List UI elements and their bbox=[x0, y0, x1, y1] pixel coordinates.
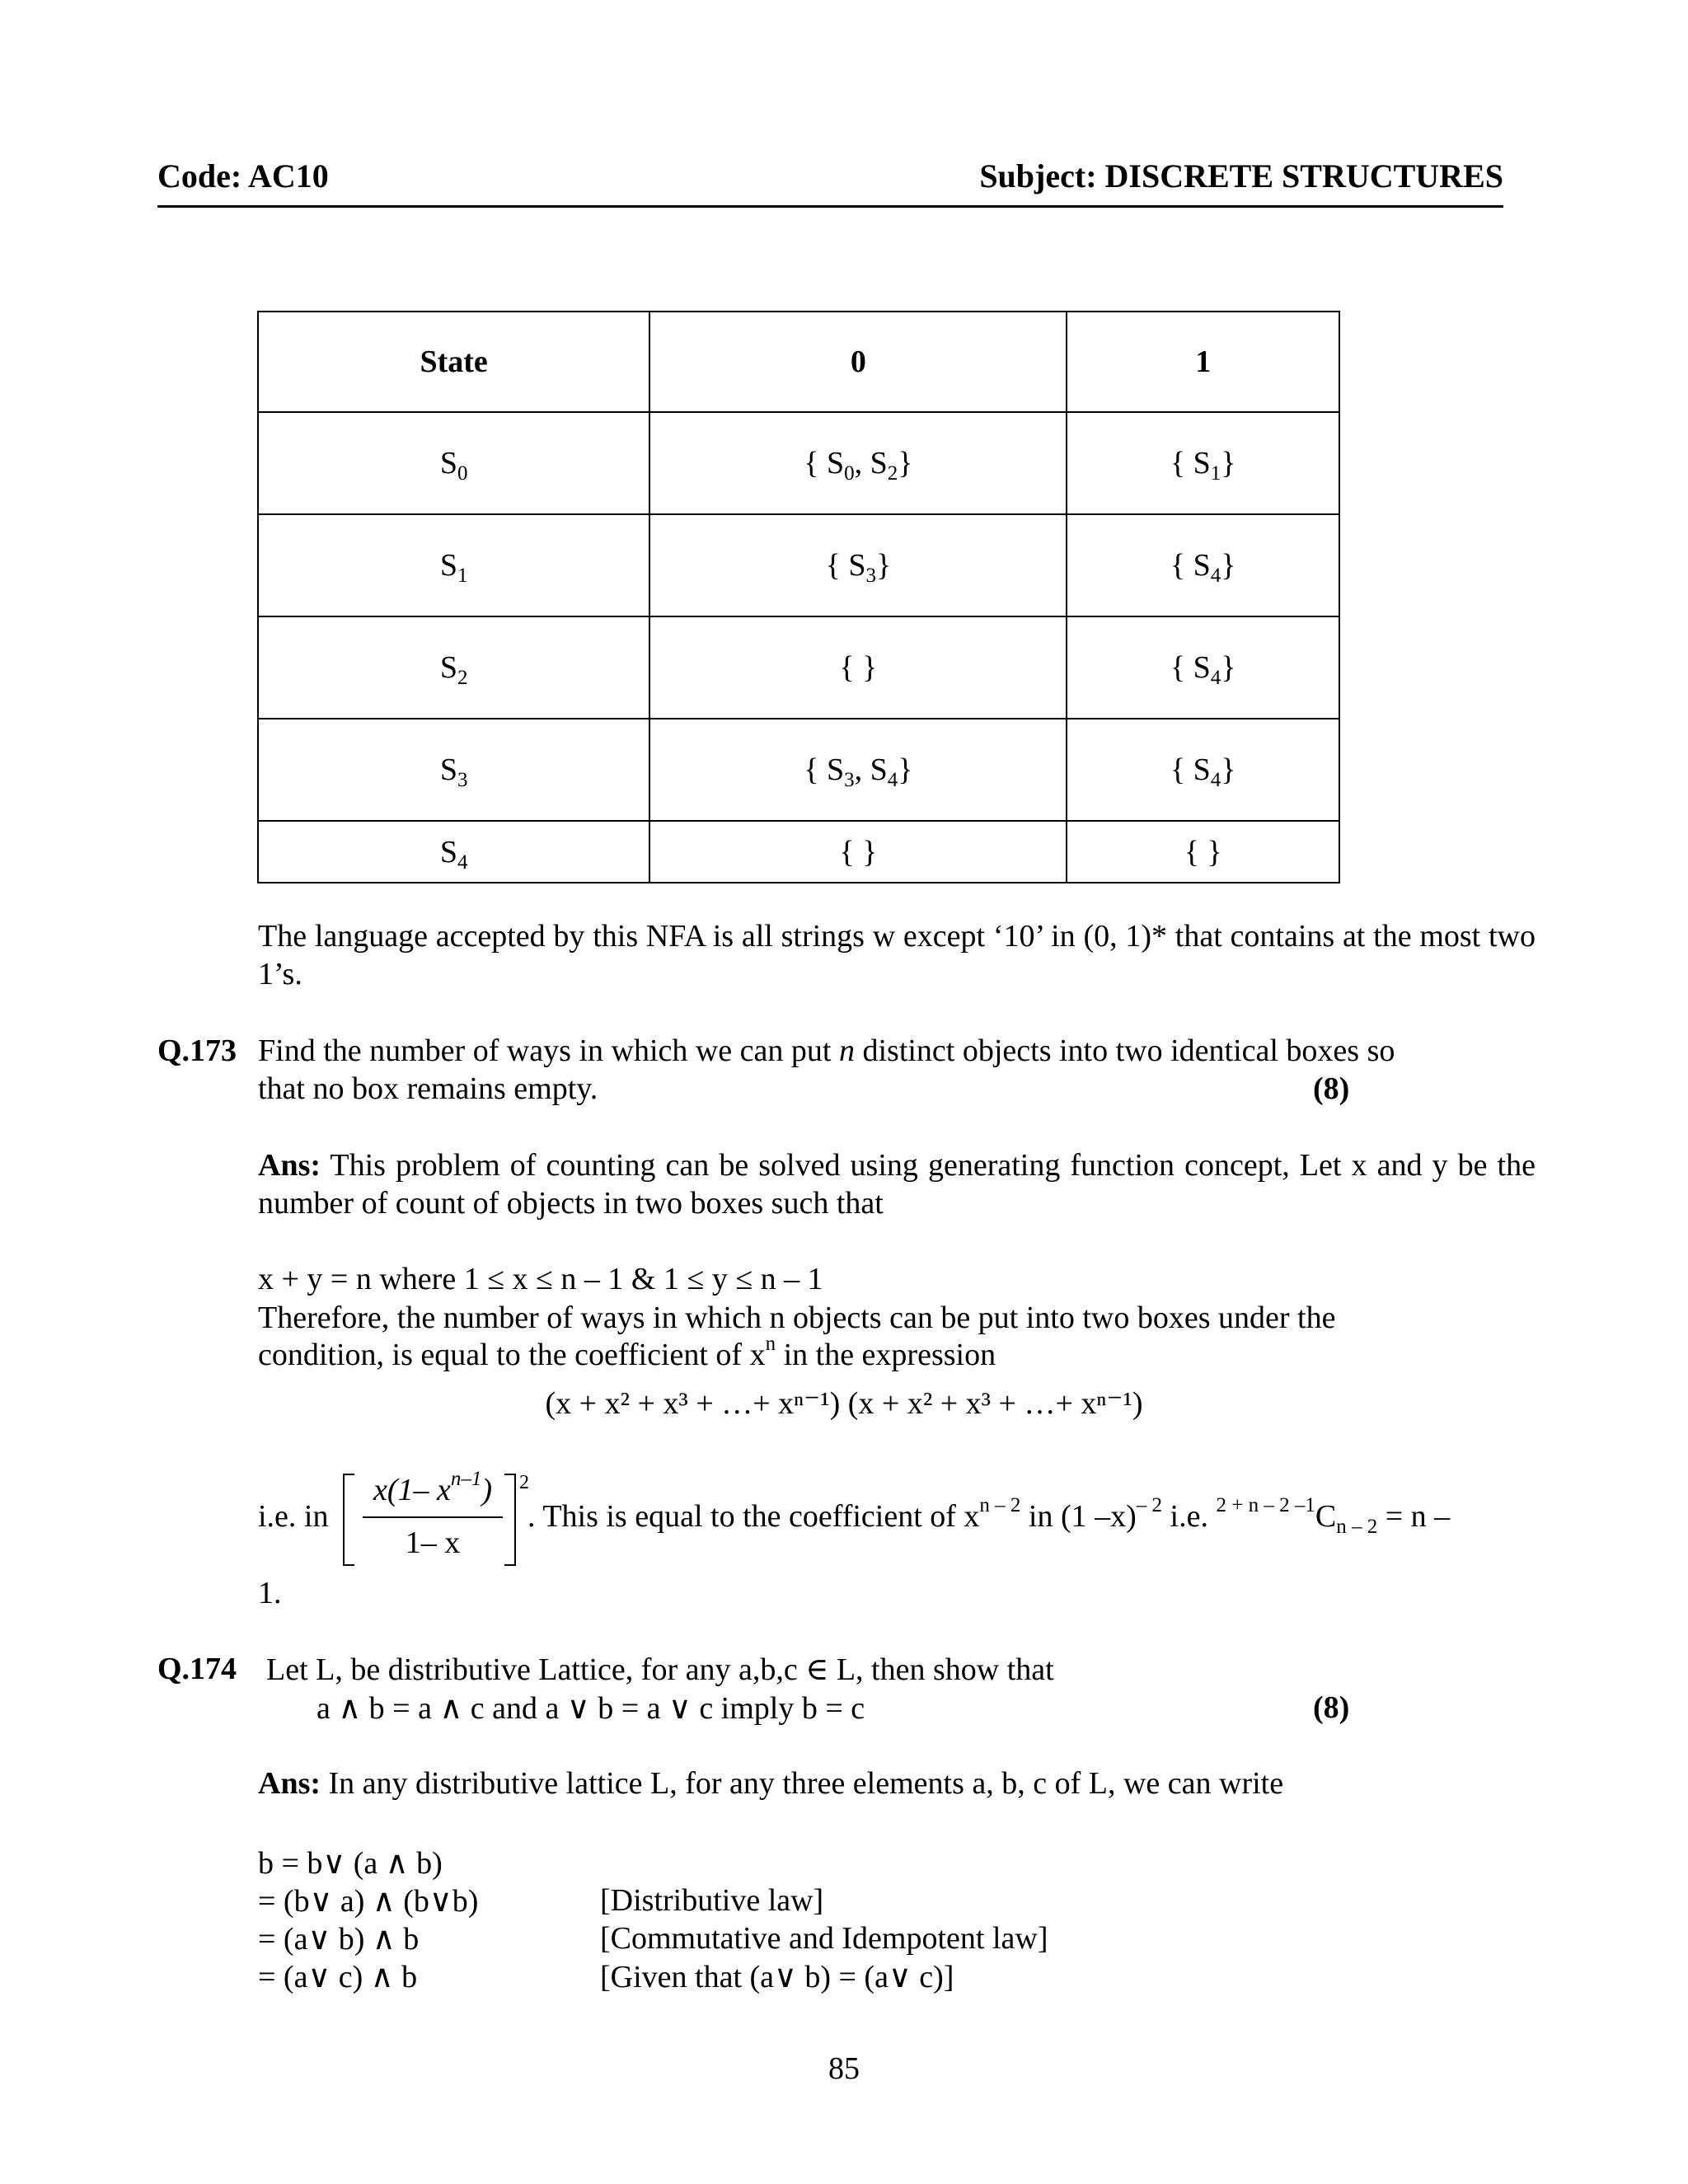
transition-text: { } bbox=[1184, 834, 1222, 869]
transition-subscript: 0 bbox=[844, 462, 855, 485]
transition-subscript: 4 bbox=[1210, 565, 1221, 587]
state-subscript: 4 bbox=[457, 851, 468, 874]
question-173-line2: that no box remains empty. bbox=[258, 1071, 598, 1106]
transition-text: } bbox=[898, 752, 913, 787]
proof-step-expression: = (b∨ a) ∧ (b∨b) bbox=[258, 1884, 479, 1919]
proof-step-reason: [Distributive law] bbox=[600, 1883, 824, 1918]
answer-173-tail: 1. bbox=[258, 1576, 282, 1610]
transition-text: { } bbox=[839, 650, 878, 685]
transition-on-1-cell bbox=[1067, 514, 1339, 616]
condition-text-b: in the expression bbox=[776, 1338, 996, 1372]
transition-subscript: 2 bbox=[887, 462, 898, 485]
transition-text: } bbox=[875, 548, 892, 583]
coef-sub: n – 2 bbox=[1336, 1516, 1378, 1538]
table-row bbox=[258, 412, 1339, 514]
answer-173-label: Ans: bbox=[258, 1148, 321, 1183]
page-number: 85 bbox=[828, 2051, 860, 2086]
condition-sup: n bbox=[765, 1333, 776, 1355]
transition-subscript: 4 bbox=[1210, 667, 1221, 689]
question-173-text-b: distinct objects into two identical boxes so bbox=[854, 1033, 1395, 1068]
transition-on-1-cell bbox=[1067, 821, 1339, 883]
header-rule bbox=[157, 205, 1503, 208]
coef-text-c: i.e. bbox=[1162, 1499, 1217, 1534]
fraction-numerator-close: ) bbox=[481, 1473, 493, 1507]
state-name: S bbox=[439, 650, 457, 685]
proof-step-expression: = (a∨ c) ∧ b bbox=[258, 1960, 418, 1994]
coefficient-line bbox=[528, 1494, 1451, 1538]
transition-text: { S bbox=[804, 446, 845, 480]
transition-text: { } bbox=[839, 834, 878, 869]
question-173-marks: (8) bbox=[1313, 1071, 1350, 1106]
transition-text: , S bbox=[854, 446, 888, 480]
nfa-transition-table bbox=[257, 311, 1340, 883]
question-174-line2: a ∧ b = a ∧ c and a ∨ b = a ∨ c imply b = c bbox=[316, 1691, 865, 1726]
table-row bbox=[258, 821, 1339, 883]
answer-173-paragraph bbox=[258, 1146, 1536, 1222]
transition-text: { S bbox=[1170, 548, 1211, 583]
transition-text: { S bbox=[804, 752, 845, 787]
transition-subscript: 4 bbox=[1210, 769, 1221, 791]
transition-on-0-cell bbox=[649, 412, 1067, 514]
state-name: S bbox=[439, 752, 457, 787]
question-174-marks: (8) bbox=[1313, 1690, 1350, 1725]
transition-text: { S bbox=[1170, 446, 1211, 480]
column-header-state: State bbox=[258, 312, 649, 412]
generating-expression: (x + x² + x³ + …+ xⁿ⁻¹) (x + x² + x³ + …+ xⁿ⁻¹) bbox=[545, 1386, 1143, 1421]
condition-text-a: condition, is equal to the coefficient of x bbox=[258, 1338, 766, 1372]
state-name: S bbox=[439, 834, 457, 869]
transition-subscript: 3 bbox=[865, 565, 876, 587]
coef-text-a: . This is equal to the coefficient of x bbox=[528, 1499, 980, 1534]
state-cell bbox=[258, 616, 649, 719]
transition-on-0-cell bbox=[649, 616, 1067, 719]
state-cell bbox=[258, 412, 649, 514]
right-bracket bbox=[504, 1474, 516, 1566]
transition-subscript: 4 bbox=[887, 769, 898, 791]
bracket-power: 2 bbox=[519, 1472, 529, 1493]
column-header-1: 1 bbox=[1067, 312, 1339, 412]
transition-on-1-cell bbox=[1067, 412, 1339, 514]
column-header-0: 0 bbox=[649, 312, 1067, 412]
table-row bbox=[258, 616, 1339, 719]
left-bracket bbox=[343, 1474, 354, 1566]
state-subscript: 0 bbox=[457, 462, 468, 485]
transition-text: } bbox=[1221, 650, 1236, 685]
state-name: S bbox=[439, 548, 457, 583]
transition-text: { S bbox=[825, 548, 866, 583]
transition-subscript: 1 bbox=[1210, 462, 1221, 485]
equation-x-plus-y: x + y = n where 1 ≤ x ≤ n – 1 & 1 ≤ y ≤ n – 1 bbox=[258, 1262, 823, 1296]
answer-173-text: This problem of counting can be solved using generating function concept, Let x and y be the number of count of objects in two boxes such that bbox=[258, 1148, 1536, 1221]
therefore-line: Therefore, the number of ways in which n objects can be put into two boxes under the bbox=[258, 1301, 1336, 1335]
answer-174-paragraph bbox=[258, 1765, 1283, 1802]
coef-text-b: in (1 –x) bbox=[1020, 1499, 1137, 1534]
fraction-numerator-text: x(1– x bbox=[373, 1473, 451, 1507]
question-174-line1: Let L, be distributive Lattice, for any a,b,c ∈ L, then show that bbox=[266, 1652, 1054, 1687]
fraction-numerator-sup: n–1 bbox=[450, 1468, 482, 1490]
proof-step-expression: b = b∨ (a ∧ b) bbox=[258, 1846, 443, 1881]
question-label-174: Q.174 bbox=[157, 1652, 237, 1686]
answer-174-label: Ans: bbox=[258, 1766, 321, 1801]
question-173-line1 bbox=[258, 1033, 1395, 1069]
ie-in-label: i.e. in bbox=[258, 1499, 329, 1534]
transition-text: { S bbox=[1170, 752, 1211, 787]
transition-text: { S bbox=[1170, 650, 1211, 685]
transition-text: } bbox=[898, 446, 913, 480]
transition-on-0-cell bbox=[649, 514, 1067, 616]
proof-step-reason: [Commutative and Idempotent law] bbox=[600, 1921, 1048, 1956]
question-label-173: Q.173 bbox=[157, 1033, 237, 1068]
answer-174-text: In any distributive lattice L, for any three elements a, b, c of L, we can write bbox=[321, 1766, 1284, 1801]
fraction-denominator: 1– x bbox=[405, 1526, 461, 1560]
state-subscript: 3 bbox=[457, 769, 468, 791]
transition-text: , S bbox=[854, 752, 888, 787]
table-header-row bbox=[258, 312, 1339, 412]
table-row bbox=[258, 514, 1339, 616]
transition-text: } bbox=[1221, 446, 1236, 480]
state-cell bbox=[258, 719, 649, 821]
proof-step-reason: [Given that (a∨ b) = (a∨ c)] bbox=[600, 1960, 954, 1994]
language-paragraph: The language accepted by this NFA is all strings w except ‘10’ in (0, 1)* that contains at the most two 1’s. bbox=[258, 919, 1536, 991]
fraction-numerator bbox=[363, 1468, 503, 1508]
coef-text-e: = n – bbox=[1377, 1499, 1451, 1534]
transition-text: } bbox=[1221, 752, 1236, 787]
transition-on-1-cell bbox=[1067, 616, 1339, 719]
state-subscript: 1 bbox=[457, 565, 468, 587]
transition-on-0-cell bbox=[649, 821, 1067, 883]
question-173-n: n bbox=[838, 1033, 855, 1068]
transition-on-1-cell bbox=[1067, 719, 1339, 821]
proof-step-expression: = (a∨ b) ∧ b bbox=[258, 1922, 420, 1957]
transition-subscript: 3 bbox=[844, 769, 855, 791]
condition-line bbox=[258, 1333, 996, 1373]
header-code: Code: AC10 bbox=[157, 157, 329, 194]
coef-sup-3: 2 + n – 2 –1 bbox=[1216, 1494, 1315, 1516]
coef-sup-1: n – 2 bbox=[979, 1494, 1021, 1516]
state-cell bbox=[258, 821, 649, 883]
table-row bbox=[258, 719, 1339, 821]
state-cell bbox=[258, 514, 649, 616]
coef-sup-2: – 2 bbox=[1136, 1494, 1163, 1516]
transition-on-0-cell bbox=[649, 719, 1067, 821]
state-subscript: 2 bbox=[457, 667, 468, 689]
state-name: S bbox=[439, 446, 457, 480]
header-subject: Subject: DISCRETE STRUCTURES bbox=[979, 157, 1503, 194]
fraction-bar bbox=[363, 1516, 503, 1518]
coef-text-d: C bbox=[1315, 1499, 1337, 1534]
transition-text: } bbox=[1221, 548, 1236, 583]
question-173-text-a: Find the number of ways in which we can put bbox=[258, 1033, 839, 1068]
